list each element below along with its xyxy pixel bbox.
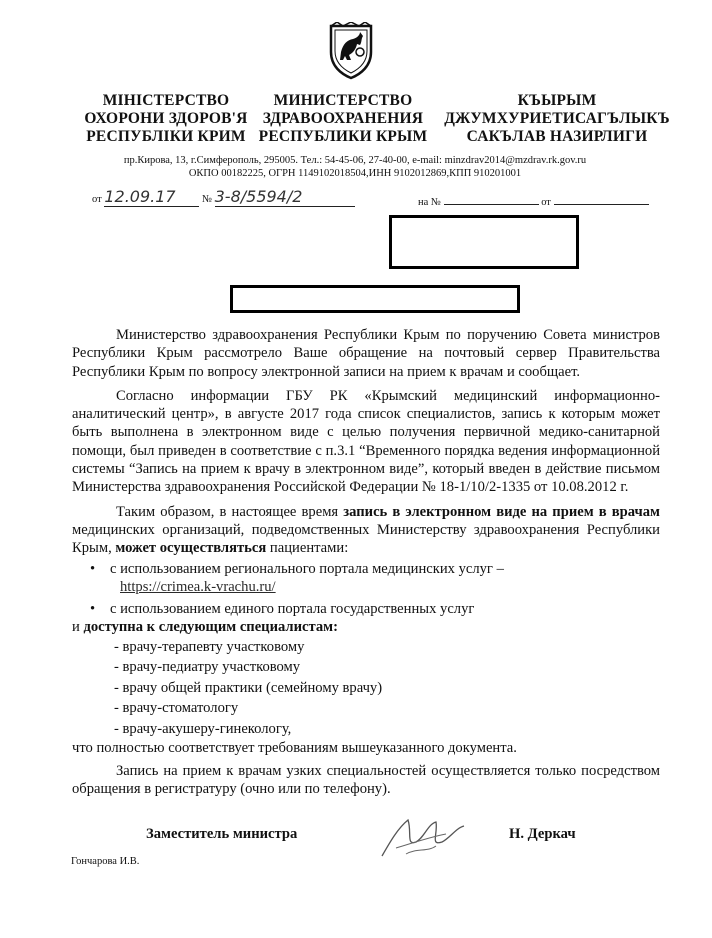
outgoing-date: 12.09.17 (104, 187, 199, 207)
paragraph-4: Запись на прием к врачам узких специальностей осуществляется только посредством обращения в регистратуру (очно или по телефону). (72, 762, 660, 797)
number-prefix: № (201, 194, 212, 205)
availability-line: и доступна к следующим специалистам: (72, 619, 338, 636)
header-ru-line-2: ЗДРАВООХРАНЕНИЯ (262, 110, 424, 127)
list-item: • с использованием единого портала государственных услуг (90, 601, 475, 618)
reply-number-blank (444, 192, 539, 205)
letter-body (72, 326, 660, 804)
paragraph-1: Министерство здравоохранения Республики Крым по поручению Совета министров Республики Крым рассмотрело Ваше обращение на почтовый сервер Правительства Республики Крым по вопросу электронной записи на прием к врачам и сообщает. (72, 327, 660, 380)
specialist-item: - врачу-терапевту участковому (114, 638, 305, 655)
paragraph-2: Согласно информации ГБУ РК «Крымский медицинский информационно-аналитический центр», в августе 2017 года список специалистов, запись к которым может быть выполнена в электронном виде с целью получения первичной медико-санитарной помощи, был приведен в соответствие с п.3.1 “Временного порядка ведения информационной системы “Запись на прием к врачу в электронном виде”, который введен в действие письмом Министерства здравоохранения Российской Федерации № 18-1/10/2-1335 от 10.08.2012 г. (72, 387, 660, 496)
signatory-name: Н. Деркач (509, 826, 576, 842)
specialists-list (114, 637, 660, 740)
executor-name: Гончарова И.В. (71, 856, 140, 867)
bold-booking-phrase: запись в электронном виде на прием в врачам (343, 503, 660, 520)
compliance-line: что полностью соответствует требованиям вышеуказанного документа. (72, 740, 517, 757)
specialist-item: - врачу-стоматологу (114, 700, 239, 717)
header-crh-line-3: САКЪЛАВ НАЗИРЛИГИ (466, 128, 648, 145)
redacted-addressee-box (389, 215, 579, 269)
bullet-icon: • (90, 560, 96, 577)
redacted-salutation-box (230, 285, 520, 313)
crimea-emblem-icon (327, 22, 375, 80)
codes-line: ОКПО 00182225, ОГРН 1149102018504,ИНН 9102012869,КПП 910201001 (188, 168, 522, 179)
header-crimean-tatar (437, 92, 677, 146)
header-ru-line-1: МИНИСТЕРСТВО (273, 92, 413, 109)
signatory-title: Заместитель министра (146, 826, 298, 842)
bullet-icon: • (90, 601, 96, 618)
reply-from-prefix: от (541, 197, 551, 208)
header-crh-line-1: КЪЫРЫМ (517, 92, 597, 109)
bold-may-be-done: может осуществляться (115, 540, 267, 557)
paragraph-3: Таким образом, в настоящее время запись в электронном виде на прием в врачам медицинских организаций, подведомственных Министерству здравоохранения Республики Крым, может осуществляться пациентами: (72, 503, 660, 557)
from-prefix: от (92, 194, 102, 205)
specialist-item: - врачу-педиатру участковому (114, 659, 301, 676)
handwritten-signature (376, 812, 472, 862)
header-russian (233, 92, 453, 146)
address-line: пр.Кирова, 13, г.Симферополь, 295005. Тел.: 54-45-06, 27-40-00, e-mail: minzdrav2014@mzdrav.rk.gov.ru (123, 155, 587, 166)
specialist-item: - врачу общей практики (семейному врачу) (114, 679, 383, 696)
header-crh-line-2: ДЖУМХУРИЕТИСАГЪЛЫКЪ (444, 110, 670, 127)
incoming-reference (418, 192, 649, 208)
header-ru-line-3: РЕСПУБЛИКИ КРЫМ (258, 128, 428, 145)
specialist-item: - врачу-акушеру-гинекологу, (114, 720, 292, 737)
outgoing-reference (92, 187, 355, 207)
booking-methods-list (72, 560, 660, 619)
header-ua-line-2: ОХОРОНИ ЗДОРОВ'Я (84, 110, 248, 127)
list-item: • с использованием регионального портала медицинских услуг – https://crimea.k-vrachu.ru/ (90, 560, 504, 595)
outgoing-number: 3-8/5594/2 (215, 187, 355, 207)
reply-prefix: на № (418, 197, 441, 208)
reply-date-blank (554, 192, 649, 205)
header-ua-line-3: РЕСПУБЛІКИ КРИМ (86, 128, 246, 145)
header-ua-line-1: МІНІСТЕРСТВО (102, 92, 230, 109)
regional-portal-link[interactable]: https://crimea.k-vrachu.ru/ (120, 578, 276, 595)
